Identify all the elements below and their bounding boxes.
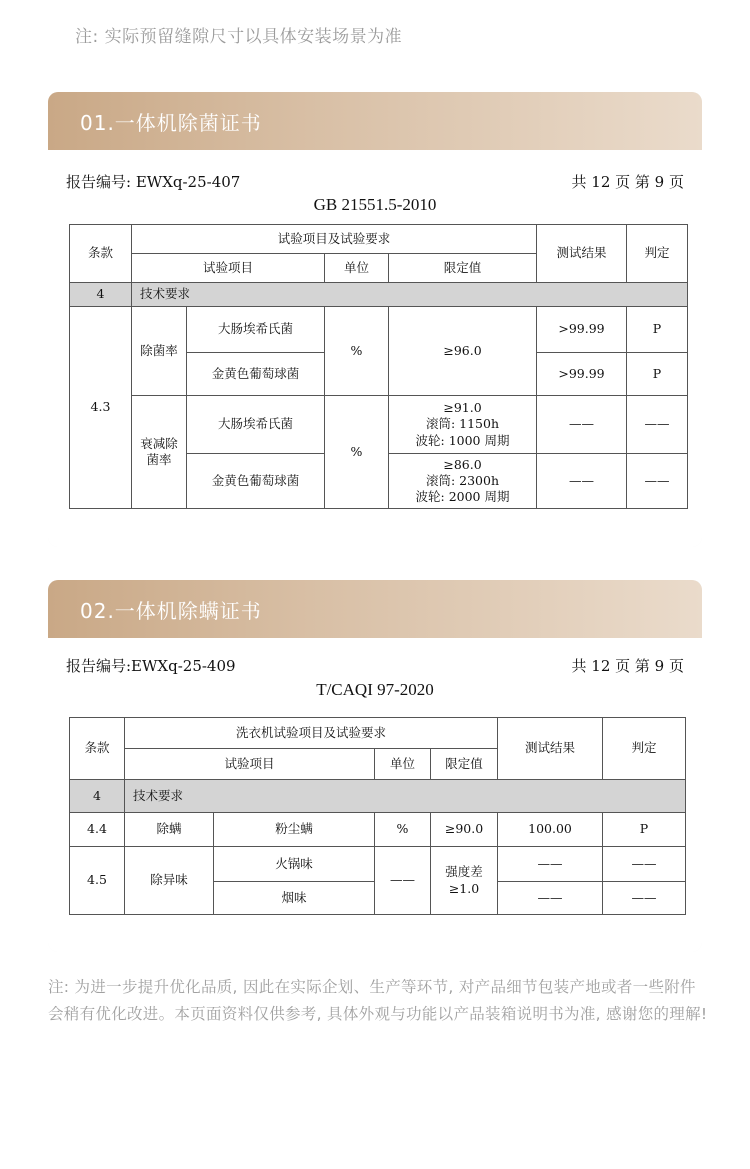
table-row	[70, 307, 688, 353]
group-name: 除菌率	[132, 307, 187, 396]
card-title: 02.一体机除螨证书	[80, 598, 262, 623]
header-limit: 限定值	[389, 254, 537, 283]
section-row	[70, 780, 686, 813]
unit-cell: %	[325, 307, 389, 396]
header-test-item: 试验项目	[132, 254, 325, 283]
page-info: 共 12 页 第 9 页	[571, 173, 684, 191]
result-cell: ——	[537, 396, 627, 454]
table-header-row	[70, 225, 688, 254]
judge-cell: ——	[627, 396, 688, 454]
report-meta	[66, 171, 684, 192]
certificate-paper	[48, 150, 702, 547]
result-cell: ——	[498, 847, 603, 882]
test-item: 烟味	[214, 882, 375, 915]
certificate-card-mite-removal	[48, 580, 702, 952]
test-item: 金黄色葡萄球菌	[187, 454, 325, 509]
section-number: 4	[70, 283, 132, 307]
table-row	[70, 813, 686, 847]
standard-code: T/CAQI 97-2020	[316, 680, 434, 699]
header-unit: 单位	[375, 749, 431, 780]
group-name: 除螨	[125, 813, 214, 847]
page-info: 共 12 页 第 9 页	[571, 657, 684, 675]
limit-line: 波轮: 1000 周期	[415, 432, 510, 448]
header-items-requirements: 试验项目及试验要求	[132, 225, 537, 254]
test-item: 大肠埃希氏菌	[187, 307, 325, 353]
test-item: 粉尘螨	[214, 813, 375, 847]
section-number: 4	[70, 780, 125, 813]
judge-cell: P	[627, 353, 688, 396]
result-cell: 100.00	[498, 813, 603, 847]
header-result: 测试结果	[498, 718, 603, 780]
bottom-note: 注: 为进一步提升优化品质, 因此在实际企划、生产等环节, 对产品细节包装产地或者一些附件会稍有优化改进。本页面资料仅供参考, 具体外观与功能以产品装箱说明书为准, 感谢您的理解!	[48, 978, 708, 1023]
card-header	[48, 92, 702, 150]
result-cell: ——	[498, 882, 603, 915]
certificate-card-sterilization	[48, 92, 702, 547]
section-row	[70, 283, 688, 307]
judge-cell: P	[603, 813, 686, 847]
top-note: 注: 实际预留缝隙尺寸以具体安装场景为准	[75, 27, 403, 47]
header-judgement: 判定	[603, 718, 686, 780]
test-item: 火锅味	[214, 847, 375, 882]
results-table	[69, 224, 688, 509]
group-name: 衰减除菌率	[132, 396, 187, 509]
result-cell: >99.99	[537, 307, 627, 353]
header-judgement: 判定	[627, 225, 688, 283]
unit-cell: ——	[375, 847, 431, 915]
result-cell: ——	[537, 454, 627, 509]
section-label: 技术要求	[132, 283, 688, 307]
limit-line: 波轮: 2000 周期	[415, 489, 510, 505]
judge-cell: ——	[627, 454, 688, 509]
test-item: 金黄色葡萄球菌	[187, 353, 325, 396]
header-test-item: 试验项目	[125, 749, 375, 780]
limit-cell: ≥90.0	[431, 813, 498, 847]
header-items-requirements: 洗衣机试验项目及试验要求	[125, 718, 498, 749]
report-meta	[66, 655, 684, 676]
unit-cell: %	[375, 813, 431, 847]
group-name: 除异味	[125, 847, 214, 915]
test-item: 大肠埃希氏菌	[187, 396, 325, 454]
limit-cell	[389, 454, 537, 509]
clause-cell: 4.5	[70, 847, 125, 915]
clause-cell: 4.3	[70, 307, 132, 509]
section-label: 技术要求	[125, 780, 686, 813]
report-number: 报告编号: EWXq-25-407	[66, 173, 241, 191]
limit-line: 强度差	[445, 864, 483, 880]
limit-cell	[389, 396, 537, 454]
judge-cell: ——	[603, 882, 686, 915]
header-unit: 单位	[325, 254, 389, 283]
standard-code: GB 21551.5-2010	[313, 195, 437, 214]
result-cell: >99.99	[537, 353, 627, 396]
header-limit: 限定值	[431, 749, 498, 780]
limit-line: 滚筒: 1150h	[425, 416, 500, 432]
unit-cell: %	[325, 396, 389, 509]
limit-line: ≥1.0	[448, 880, 480, 896]
limit-line: ≥91.0	[443, 400, 482, 416]
table-row	[70, 847, 686, 882]
header-result: 测试结果	[537, 225, 627, 283]
header-clause: 条款	[70, 225, 132, 283]
limit-cell	[431, 847, 498, 915]
results-table	[69, 717, 686, 915]
clause-cell: 4.4	[70, 813, 125, 847]
limit-cell: ≥96.0	[389, 307, 537, 396]
table-header-row	[70, 718, 686, 749]
header-clause: 条款	[70, 718, 125, 780]
certificate-paper	[48, 638, 702, 952]
judge-cell: ——	[603, 847, 686, 882]
limit-line: ≥86.0	[443, 456, 482, 472]
table-row	[70, 396, 688, 454]
report-number: 报告编号:EWXq-25-409	[66, 657, 236, 675]
card-header	[48, 580, 702, 638]
card-title: 01.一体机除菌证书	[80, 110, 262, 135]
limit-line: 滚筒: 2300h	[425, 472, 500, 488]
judge-cell: P	[627, 307, 688, 353]
